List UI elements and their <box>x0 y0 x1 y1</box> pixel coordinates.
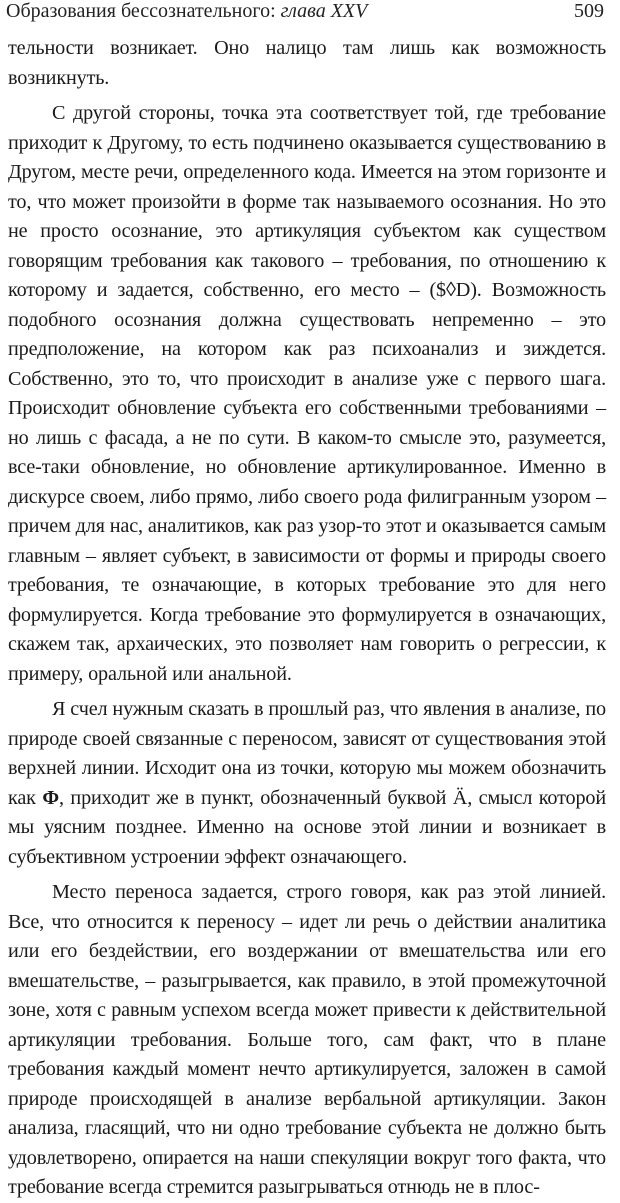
chapter-title-italic: глава XXV <box>280 0 368 22</box>
body-text <box>8 34 606 1203</box>
page-number: 509 <box>574 0 604 22</box>
paragraph-transference-line <box>8 695 606 872</box>
paragraph-continuation: тельности возникает. Оно налицо там лишь как возможность возникнуть. <box>8 37 606 89</box>
chapter-title <box>6 0 367 22</box>
running-head <box>6 0 606 26</box>
paragraph-other-side: С другой стороны, точка эта соответствует той, где требование приходит к Другому, то есть подчинено оказывается существованию в Другом, месте речи, определенного кода. Имеется на этом горизонте и то, что может произойти в форме так называемого осознания. Но это не просто осознание, это артикуляция субъектом как существом говорящим требования как такового – требования, по отношению к которому и задается, собственно, его место – ($◊D). Возможность подобного осознания должна существовать непременно – это предположение, на котором как раз психоанализ и зиждется. Собственно, это то, что происходит в анализе уже с первого шага. Происходит обновление субъекта его собственными требованиями – но лишь с фасада, а не по сути. В каком-то смысле это, разумеется, все-таки обновление, но обновление артикулированное. Именно в дискурсе своем, либо прямо, либо своего рода филигранным узором – причем для нас, аналитиков, как раз узор-то этот и оказывается самым главным – являет субъект, в зависимости от формы и природы своего требования, те означающие, в которых требование это для него формулируется. Когда требование это формулируется в означающих, скажем так, архаических, это позволяет нам говорить о регрессии, к примеру, оральной или анальной. <box>8 102 606 685</box>
paragraph-transference-line-before: Я счел нужным сказать в прошлый раз, что явления в анализе, по природе своей связанные с переносом, зависят от существования этой верхней линии. Исходит она из точки, которую мы можем обозначить как <box>8 698 606 809</box>
paragraph-transference-line-after: , приходит же в пункт, обозначенный буквой Ä, смысл которой мы уясним позднее. Именно на основе этой линии и возникает в субъективном устроении эффект означающего. <box>8 786 607 868</box>
phi-symbol: Φ <box>42 786 59 809</box>
chapter-title-text: Образования бессознательного: <box>6 0 281 22</box>
paragraph-place-of-transference: Место переноса задается, строго говоря, как раз этой линией. Все, что относится к переносу – идет ли речь о действии аналитика или его бездействии, его воздержании от вмешательства или его вмешательстве, – разыгрывается, как правило, в этой промежуточной зоне, хотя с равным успехом всегда может привести к действительной артикуляции требования. Больше того, сам факт, что в плане требования каждый момент нечто артикулируется, заложен в самой природе происходящей в анализе вербальной артикуляции. Закон анализа, гласящий, что ни одно требование субъекта не должно быть удовлетворено, опирается на наши спекуляции вокруг того факта, что требование всегда стремится разыгрываться отнюдь не в плос- <box>8 881 606 1198</box>
